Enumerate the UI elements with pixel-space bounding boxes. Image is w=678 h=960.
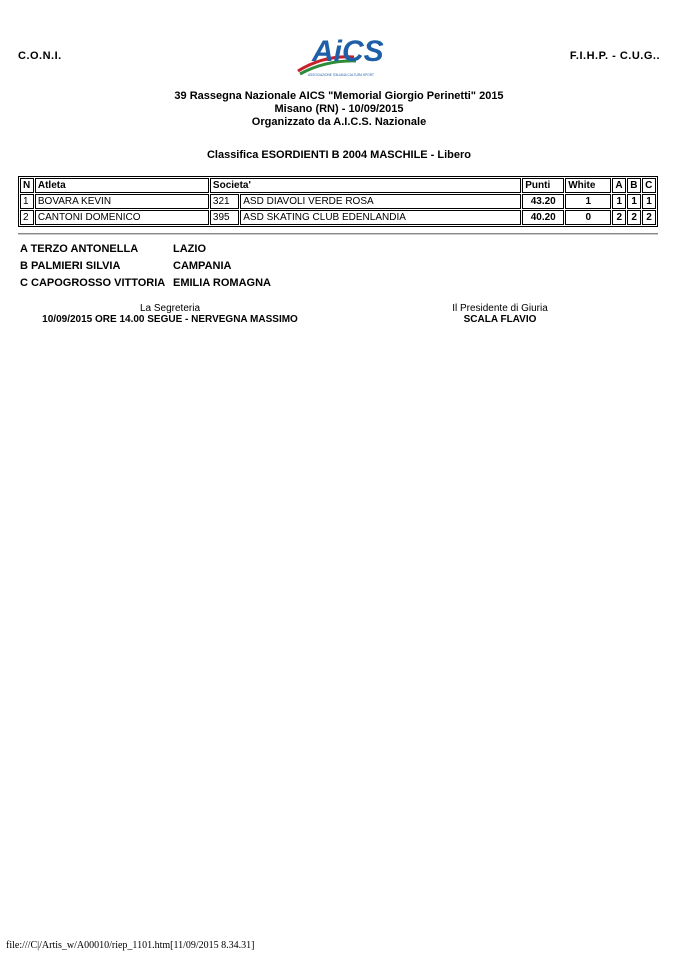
event-location-date: Misano (RN) - 10/09/2015 bbox=[274, 103, 404, 115]
classifica-title: Classifica ESORDIENTI B 2004 MASCHILE - Libero bbox=[206, 149, 472, 161]
footer-file-path: file:///C|/Artis_w/A00010/riep_1101.htm[11/09/2015 8.34.31] bbox=[6, 940, 255, 951]
presidente-value: SCALA FLAVIO bbox=[463, 314, 537, 325]
cell-a: 1 bbox=[612, 194, 626, 209]
col-b: B bbox=[627, 178, 641, 193]
cell-a: 2 bbox=[612, 210, 626, 225]
cell-atleta: BOVARA KEVIN bbox=[35, 194, 209, 209]
cell-b: 1 bbox=[627, 194, 641, 209]
cell-white: 1 bbox=[565, 194, 611, 209]
cell-white: 0 bbox=[565, 210, 611, 225]
cell-b: 2 bbox=[627, 210, 641, 225]
judge-name: A TERZO ANTONELLA bbox=[20, 243, 139, 255]
logo-text: AiCS bbox=[312, 35, 384, 68]
segreteria-label: La Segreteria bbox=[139, 303, 201, 314]
table-row bbox=[20, 210, 656, 225]
judge-region: CAMPANIA bbox=[173, 260, 232, 272]
judge-region: LAZIO bbox=[173, 243, 206, 255]
col-atleta: Atleta bbox=[35, 178, 209, 193]
col-punti: Punti bbox=[522, 178, 564, 193]
col-c: C bbox=[642, 178, 656, 193]
presidente-block bbox=[410, 303, 590, 325]
logo-caption: ASSOCIAZIONE ITALIANA CULTURA SPORT bbox=[308, 73, 374, 77]
table-header-row bbox=[20, 178, 656, 193]
cell-c: 2 bbox=[642, 210, 656, 225]
header-left-coni: C.O.N.I. bbox=[18, 50, 62, 62]
event-organizer: Organizzato da A.I.C.S. Nazionale bbox=[251, 116, 427, 128]
judge-region: EMILIA ROMAGNA bbox=[173, 277, 271, 289]
segreteria-block bbox=[20, 303, 320, 325]
aics-logo bbox=[294, 33, 386, 77]
cell-punti: 40.20 bbox=[522, 210, 564, 225]
judge-name: C CAPOGROSSO VITTORIA bbox=[20, 277, 166, 289]
col-n: N bbox=[20, 178, 34, 193]
col-a: A bbox=[612, 178, 626, 193]
cell-societa: ASD SKATING CLUB EDENLANDIA bbox=[240, 210, 521, 225]
col-white: White bbox=[565, 178, 611, 193]
cell-atleta: CANTONI DOMENICO bbox=[35, 210, 209, 225]
col-societa: Societa' bbox=[210, 178, 521, 193]
cell-code: 321 bbox=[210, 194, 239, 209]
event-info bbox=[0, 90, 678, 129]
cell-n: 1 bbox=[20, 194, 34, 209]
header-right-fihp: F.I.H.P. - C.U.G.. bbox=[569, 50, 660, 62]
cell-code: 395 bbox=[210, 210, 239, 225]
judge-name: B PALMIERI SILVIA bbox=[20, 260, 121, 272]
cell-punti: 43.20 bbox=[522, 194, 564, 209]
cell-societa: ASD DIAVOLI VERDE ROSA bbox=[240, 194, 521, 209]
cell-n: 2 bbox=[20, 210, 34, 225]
table-row bbox=[20, 194, 656, 209]
segreteria-value: 10/09/2015 ORE 14.00 SEGUE - NERVEGNA MASSIMO bbox=[42, 314, 298, 325]
presidente-label: Il Presidente di Giuria bbox=[452, 303, 548, 314]
results-table bbox=[18, 176, 658, 227]
event-title: 39 Rassegna Nazionale AICS "Memorial Giorgio Perinetti" 2015 bbox=[174, 90, 504, 102]
cell-c: 1 bbox=[642, 194, 656, 209]
separator-line bbox=[18, 233, 658, 234]
